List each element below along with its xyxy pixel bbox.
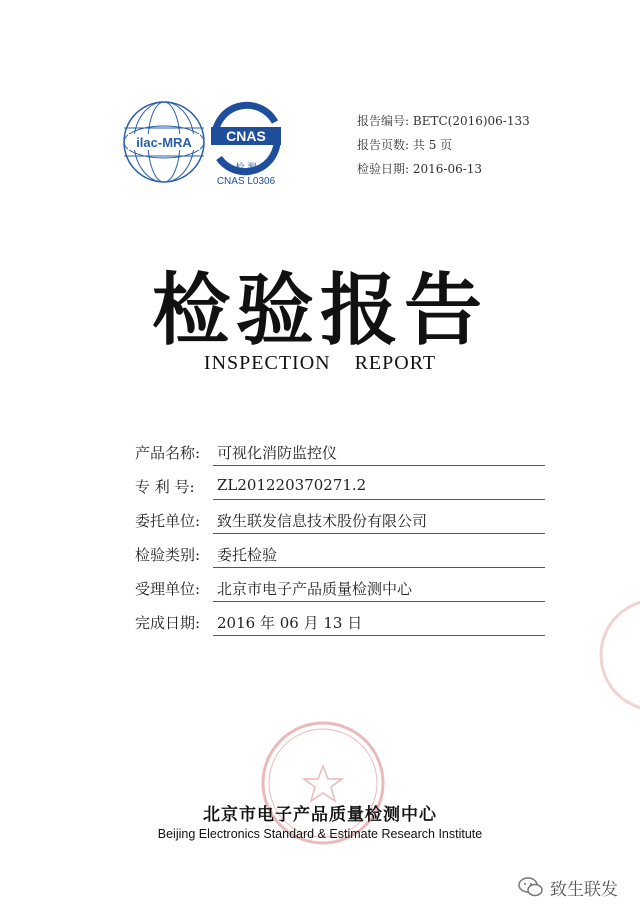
report-pages-label: 报告页数: [357,138,410,152]
field-label: 专 利 号: [135,478,195,496]
report-number-label: 报告编号: [357,114,410,128]
field-value: 可视化消防监控仪 [217,444,338,462]
institute-name-cn: 北京市电子产品质量检测中心 [203,805,437,825]
field-label: 检验类别: [135,546,201,564]
field-inspection-type [135,540,545,568]
field-label: 完成日期: [135,614,201,632]
field-completion-date [135,608,545,636]
field-value: 2016 年 06 月 13 日 [217,614,363,632]
field-product-name [135,438,545,466]
field-underline [213,499,545,500]
field-underline [213,533,545,534]
report-number [357,112,530,129]
inspection-date-label: 检验日期: [357,162,410,176]
field-value: 北京市电子产品质量检测中心 [217,580,413,598]
field-value: ZL201220370271.2 [217,476,367,494]
ilac-mra-logo [122,100,206,184]
wechat-watermark [518,874,618,900]
field-accepting-unit [135,574,545,602]
wechat-icon [518,876,544,898]
field-underline [213,635,545,636]
institute-name-en: Beijing Electronics Standard & Estimate Research Institute [157,827,483,841]
page-subtitle: INSPECTION REPORT [203,352,437,374]
cnas-logo [205,100,287,190]
page-title: 检验报告 [151,266,488,356]
svg-text:ilac-MRA: ilac-MRA [136,135,192,150]
inspection-date [357,160,482,177]
svg-text:CNAS L0306: CNAS L0306 [216,176,276,187]
field-underline [213,567,545,568]
field-label: 产品名称: [135,444,201,462]
field-label: 受理单位: [135,580,201,598]
field-patent-number [135,472,545,500]
field-underline [213,601,545,602]
inspection-date-value: 2016-06-13 [412,162,483,176]
svg-text:检 测: 检 测 [235,163,257,173]
field-label: 委托单位: [135,512,201,530]
report-number-value: BETC(2016)06-133 [412,114,530,128]
field-client [135,506,545,534]
field-underline [213,465,545,466]
field-value: 委托检验 [217,546,278,564]
report-pages-value: 共 5 页 [412,138,453,152]
field-value: 致生联发信息技术股份有限公司 [217,512,428,530]
svg-text:CNAS: CNAS [226,128,266,144]
partial-seal [596,595,640,715]
watermark-text: 致生联发 [550,879,618,900]
report-pages [357,136,452,153]
